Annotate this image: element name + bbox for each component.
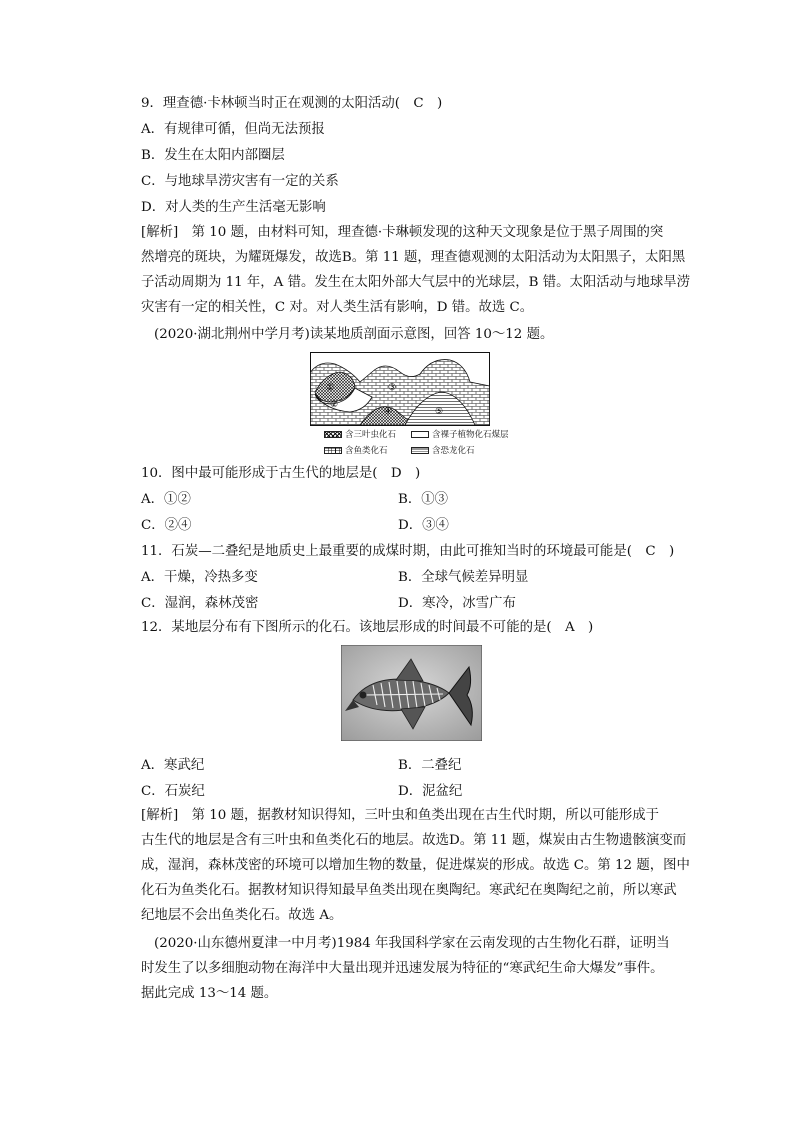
q9-option-b: B．发生在太阳内部圈层 — [141, 148, 285, 163]
analysis-2-line-5: 纪地层不会出鱼类化石。故选 A。 — [141, 908, 343, 923]
analysis-2-line-2: 古生代的地层是含有三叶虫和鱼类化石的地层。故选D。第 11 题，煤炭由古生物遗骸演变而 — [141, 833, 687, 848]
q11-option-c: C．湿润，森林茂密 — [141, 596, 259, 611]
analysis-2-line-4: 化石为鱼类化石。据教材知识得知最早鱼类出现在奥陶纪。寒武纪在奥陶纪之前，所以寒武 — [141, 883, 677, 898]
legend-trilobite — [324, 428, 396, 440]
section-intro-13-14-line-3: 据此完成 13～14 题。 — [141, 986, 278, 1001]
q9-option-c: C．与地球旱涝灾害有一定的关系 — [141, 174, 339, 189]
legend-swatch-crosshatch — [324, 431, 342, 438]
q9-option-a: A．有规律可循，但尚无法预报 — [141, 122, 325, 137]
fish-fossil-svg — [341, 645, 482, 741]
section-intro-13-14-line-2: 时发生了以多细胞动物在海洋中大量出现并迅速发展为特征的“寒武纪生命大爆发”事件。 — [141, 961, 664, 976]
legend-fish — [324, 444, 388, 456]
legend-swatch-brick — [324, 447, 342, 454]
q10-option-d: D．③④ — [398, 518, 449, 533]
cross-section-svg — [310, 352, 490, 426]
legend-swatch-blank — [411, 431, 429, 438]
analysis-1-line-4: 灾害有一定的相关性，C 对。对人类生活有影响，D 错。故选 C。 — [141, 300, 534, 315]
legend-label-trilobite: 含三叶虫化石 — [345, 430, 397, 440]
section-intro-10-12: (2020·湖北荆州中学月考)读某地质剖面示意图，回答 10～12 题。 — [154, 327, 554, 342]
analysis-1-line-2: 然增亮的斑块，为耀斑爆发，故选B。第 11 题，理查德观测的太阳活动为太阳黑子，太阳黑 — [141, 250, 686, 265]
question-9-stem: 9．理查德·卡林顿当时正在观测的太阳活动( C ) — [141, 96, 443, 111]
q9-option-d: D．对人类的生产生活毫无影响 — [141, 200, 326, 215]
stratum-label-2: ② — [330, 400, 339, 410]
analysis-2-line-1: [解析] 第 10 题，据教材知识得知，三叶虫和鱼类出现在古生代时期，所以可能形成于 — [141, 808, 660, 823]
section-intro-13-14-line-1: (2020·山东德州夏津一中月考)1984 年我国科学家在云南发现的古生物化石群，证明当 — [154, 936, 670, 951]
q12-option-d: D．泥盆纪 — [398, 784, 463, 799]
legend-dinosaur — [411, 444, 475, 456]
analysis-2-line-3: 成，湿润，森林茂密的环境可以增加生物的数量，促进煤炭的形成。故选 C。第 12 题，图中 — [141, 858, 690, 873]
q12-option-c: C．石炭纪 — [141, 784, 205, 799]
fish-fossil-image — [341, 645, 482, 741]
q12-option-a: A．寒武纪 — [141, 758, 205, 773]
stratum-label-1: ① — [326, 383, 335, 393]
stratum-label-3: ③ — [388, 383, 397, 393]
q11-option-b: B．全球气候差异明显 — [398, 570, 529, 585]
q10-option-a: A．①② — [141, 492, 191, 507]
stratum-label-5: ⑤ — [435, 407, 444, 417]
analysis-1-line-3: 子活动周期为 11 年，A 错。发生在太阳外部大气层中的光球层，B 错。太阳活动与地球旱涝 — [141, 275, 691, 290]
question-12-stem: 12．某地层分布有下图所示的化石。该地层形成的时间最不可能的是( A ) — [141, 620, 594, 635]
q12-option-b: B．二叠纪 — [398, 758, 462, 773]
geologic-cross-section-figure — [310, 352, 490, 426]
legend-label-gymnosperm-coal: 含裸子植物化石煤层 — [432, 430, 509, 440]
q11-option-a: A．干燥，冷热多变 — [141, 570, 258, 585]
legend-swatch-hatch — [411, 447, 429, 454]
legend-gymnosperm-coal — [411, 428, 509, 440]
q10-option-b: B．①③ — [398, 492, 449, 507]
q10-option-c: C．②④ — [141, 518, 192, 533]
analysis-1-line-1: [解析] 第 10 题，由材料可知，理查德·卡琳顿发现的这种天文现象是位于黑子周围的突 — [141, 225, 664, 240]
question-11-stem: 11．石炭—二叠纪是地质史上最重要的成煤时期，由此可推知当时的环境最可能是( C ) — [141, 544, 675, 559]
legend-label-fish: 含鱼类化石 — [345, 446, 388, 456]
question-10-stem: 10．图中最可能形成于古生代的地层是( D ) — [141, 466, 421, 481]
legend-label-dinosaur: 含恐龙化石 — [432, 446, 475, 456]
q11-option-d: D．寒冷，冰雪广布 — [398, 596, 516, 611]
stratum-label-4: ④ — [384, 407, 393, 417]
